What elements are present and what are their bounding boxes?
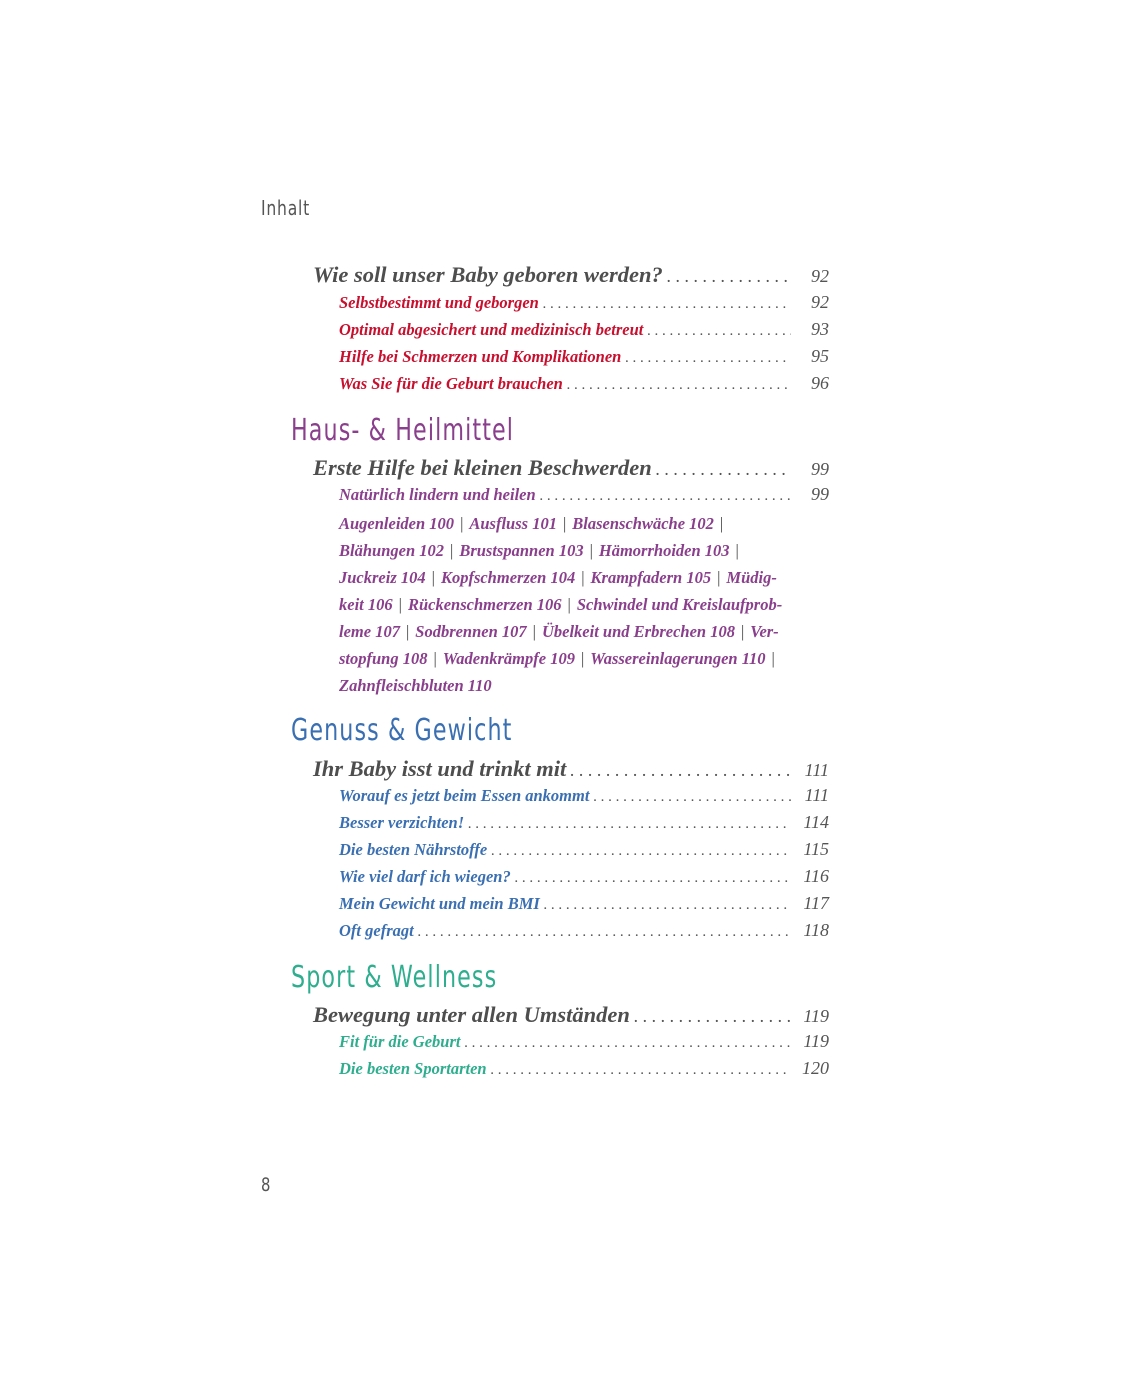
toc-entry-page: 114 — [803, 812, 829, 832]
keyword-link[interactable]: Übelkeit und Erbrechen 108 — [541, 622, 735, 641]
keyword-line: keit 106 | Rückenschmerzen 106 | Schwindel und Kreislaufprob- — [339, 595, 783, 614]
toc-entry-page: 119 — [803, 1031, 829, 1051]
keyword-line: Juckreiz 104 | Kopfschmerzen 104 | Krampfadern 105 | Müdig- — [339, 568, 777, 587]
toc-sub-entry[interactable] — [339, 812, 829, 833]
toc-entry-page: 120 — [802, 1058, 829, 1078]
toc-entry-title: Natürlich lindern und heilen — [339, 485, 536, 504]
toc-sub-entry[interactable] — [339, 785, 829, 806]
section-heading-genuss: Genuss & Gewicht — [291, 713, 513, 748]
keyword-index-paragraph — [339, 510, 829, 699]
toc-main-entry[interactable] — [313, 455, 829, 481]
leader-dots — [593, 789, 791, 806]
keyword-link[interactable]: Sodbrennen 107 — [415, 622, 527, 641]
toc-entry-title: Die besten Sportarten — [339, 1059, 487, 1078]
keyword-link[interactable]: Ver- — [750, 622, 779, 641]
toc-entry-title: Wie soll unser Baby geboren werden? — [313, 262, 663, 287]
keyword-link[interactable]: Ausfluss 101 — [469, 514, 557, 533]
toc-entry-page: 111 — [804, 760, 829, 780]
leader-dots — [634, 1006, 791, 1027]
keyword-line: stopfung 108 | Wadenkrämpfe 109 | Wassereinlagerungen 110 | — [339, 649, 775, 668]
leader-dots — [491, 843, 791, 860]
toc-sub-entry[interactable] — [339, 1058, 829, 1079]
toc-main-entry[interactable] — [313, 1002, 829, 1028]
keyword-link[interactable]: Juckreiz 104 — [339, 568, 426, 587]
leader-dots — [515, 870, 791, 887]
toc-entry-page: 119 — [803, 1006, 829, 1026]
keyword-link[interactable]: Blähungen 102 — [339, 541, 444, 560]
toc-main-entry[interactable] — [313, 262, 829, 288]
page-number: 8 — [261, 1174, 271, 1196]
toc-entry-page: 92 — [811, 266, 829, 286]
keyword-link[interactable]: Wadenkrämpfe 109 — [442, 649, 575, 668]
toc-entry-page: 99 — [811, 459, 829, 479]
keyword-link[interactable]: Hämorrhoiden 103 — [598, 541, 730, 560]
keyword-link[interactable]: Kopfschmerzen 104 — [440, 568, 576, 587]
toc-entry-title: Fit für die Geburt — [339, 1032, 461, 1051]
toc-sub-entry[interactable] — [339, 484, 829, 505]
toc-entry-page: 117 — [803, 893, 829, 913]
keyword-link[interactable]: leme 107 — [339, 622, 400, 641]
toc-entry-title: Die besten Nährstoffe — [339, 840, 488, 859]
keyword-link[interactable]: Augenleiden 100 — [339, 514, 455, 533]
toc-sub-entry[interactable] — [339, 292, 829, 313]
toc-sub-entry[interactable] — [339, 373, 829, 394]
keyword-link[interactable]: Krampfadern 105 — [590, 568, 712, 587]
leader-dots — [570, 760, 791, 781]
leader-dots — [464, 1035, 791, 1052]
section-heading-haus: Haus- & Heilmittel — [291, 413, 515, 448]
toc-sub-entry[interactable] — [339, 893, 829, 914]
keyword-line: Blähungen 102 | Brustspannen 103 | Hämorrhoiden 103 | — [339, 541, 739, 560]
keyword-link[interactable]: stopfung 108 — [339, 649, 428, 668]
toc-entry-title: Ihr Baby isst und trinkt mit — [313, 756, 567, 781]
page-header-label: Inhalt — [261, 196, 311, 220]
toc-entry-page: 93 — [811, 319, 829, 339]
leader-dots — [468, 816, 791, 833]
section-heading-sport: Sport & Wellness — [291, 960, 498, 995]
leader-dots — [544, 897, 791, 914]
keyword-link[interactable]: Zahnfleischbluten 110 — [339, 676, 492, 695]
toc-sub-entry[interactable] — [339, 866, 829, 887]
leader-dots — [491, 1062, 791, 1079]
keyword-line: leme 107 | Sodbrennen 107 | Übelkeit und Erbrechen 108 | Ver- — [339, 622, 779, 641]
toc-entry-title: Oft gefragt — [339, 921, 414, 940]
toc-entry-title: Optimal abgesichert und medizinisch betreut — [339, 320, 644, 339]
toc-entry-page: 95 — [811, 346, 829, 366]
leader-dots — [656, 459, 791, 480]
toc-entry-title: Mein Gewicht und mein BMI — [339, 894, 540, 913]
toc-entry-page: 111 — [804, 785, 829, 805]
toc-entry-page: 99 — [811, 484, 829, 504]
toc-entry-page: 92 — [811, 292, 829, 312]
toc-entry-page: 115 — [803, 839, 829, 859]
toc-entry-title: Erste Hilfe bei kleinen Beschwerden — [313, 455, 652, 480]
toc-entry-page: 116 — [803, 866, 829, 886]
toc-sub-entry[interactable] — [339, 920, 829, 941]
keyword-link[interactable]: Schwindel und Kreislaufprob- — [576, 595, 783, 614]
toc-entry-page: 118 — [803, 920, 829, 940]
toc-entry-title: Selbstbestimmt und geborgen — [339, 293, 539, 312]
toc-entry-title: Was Sie für die Geburt brauchen — [339, 374, 563, 393]
leader-dots — [418, 924, 791, 941]
toc-entry-title: Besser verzichten! — [339, 813, 465, 832]
leader-dots — [647, 323, 791, 340]
toc-entry-title: Bewegung unter allen Umständen — [313, 1002, 630, 1027]
keyword-link[interactable]: Blasenschwäche 102 — [572, 514, 714, 533]
leader-dots — [625, 350, 791, 367]
keyword-link[interactable]: Wassereinlagerungen 110 — [590, 649, 766, 668]
leader-dots — [567, 377, 791, 394]
keyword-link[interactable]: Müdig- — [726, 568, 777, 587]
toc-sub-entry[interactable] — [339, 839, 829, 860]
keyword-line — [339, 672, 829, 699]
keyword-link[interactable]: Brustspannen 103 — [459, 541, 584, 560]
leader-dots — [540, 488, 791, 505]
keyword-link[interactable]: Rückenschmerzen 106 — [407, 595, 562, 614]
toc-sub-entry[interactable] — [339, 346, 829, 367]
keyword-link[interactable]: keit 106 — [339, 595, 393, 614]
keyword-line: Augenleiden 100 | Ausfluss 101 | Blasenschwäche 102 | — [339, 514, 724, 533]
toc-entry-page: 96 — [811, 373, 829, 393]
toc-sub-entry[interactable] — [339, 319, 829, 340]
toc-sub-entry[interactable] — [339, 1031, 829, 1052]
leader-dots — [667, 266, 791, 287]
leader-dots — [543, 296, 791, 313]
toc-entry-title: Wie viel darf ich wiegen? — [339, 867, 511, 886]
toc-entry-title: Worauf es jetzt beim Essen ankommt — [339, 786, 590, 805]
toc-main-entry[interactable] — [313, 756, 829, 782]
toc-entry-title: Hilfe bei Schmerzen und Komplikationen — [339, 347, 622, 366]
